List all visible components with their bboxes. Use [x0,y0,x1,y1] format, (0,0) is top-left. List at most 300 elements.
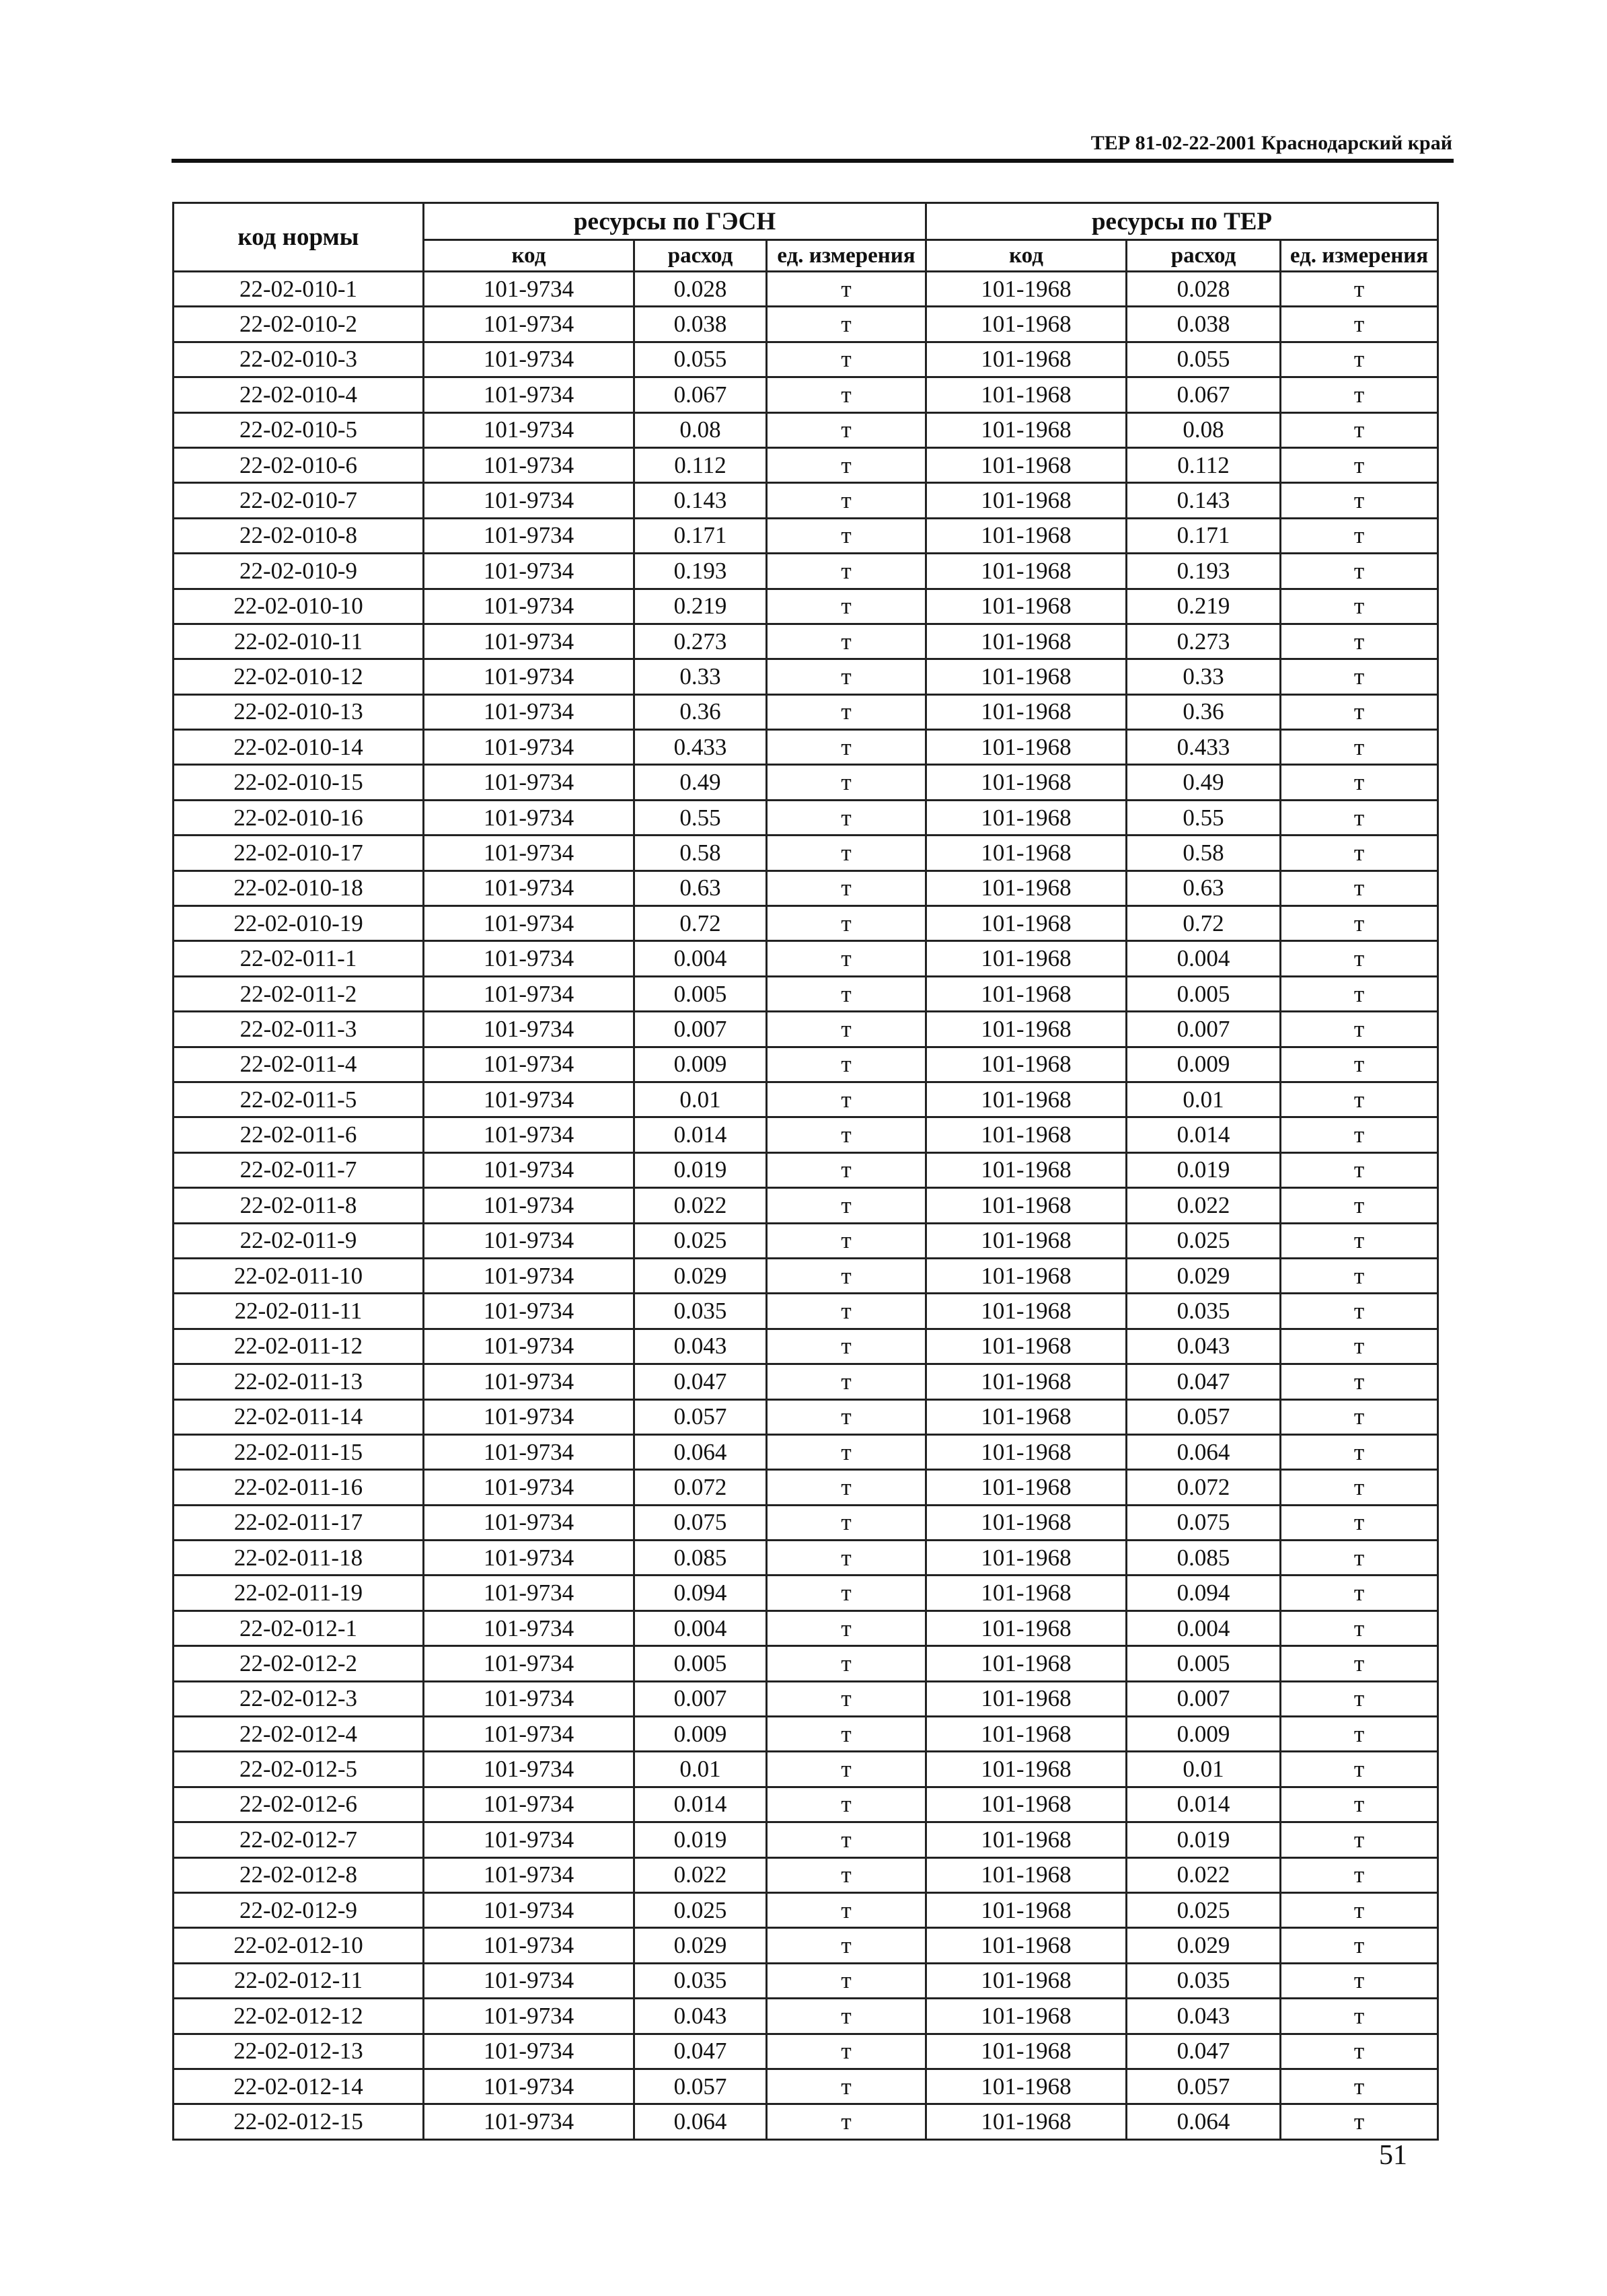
table-row [174,1258,1438,1293]
gesn-consumption-cell: 0.36 [634,694,767,729]
table-header-row [174,203,1438,240]
ter-consumption-cell: 0.009 [1127,1717,1281,1752]
gesn-unit-cell: т [767,976,926,1011]
table-row [174,730,1438,765]
ter-unit-cell: т [1281,1399,1438,1434]
gesn-unit-cell: т [767,1399,926,1434]
ter-consumption-cell: 0.057 [1127,1399,1281,1434]
norm-code-cell: 22-02-010-18 [174,871,424,905]
ter-unit-cell: т [1281,1329,1438,1364]
ter-unit-cell: т [1281,1505,1438,1540]
norm-code-cell: 22-02-011-2 [174,976,424,1011]
ter-code-cell: 101-1968 [926,694,1127,729]
ter-code-cell: 101-1968 [926,2034,1127,2069]
gesn-code-cell: 101-9734 [424,1258,634,1293]
resources-table [172,202,1439,2141]
norm-code-cell: 22-02-011-12 [174,1329,424,1364]
gesn-code-cell: 101-9734 [424,1470,634,1505]
norm-code-cell: 22-02-011-1 [174,941,424,976]
header-rule [172,159,1454,163]
gesn-unit-cell: т [767,1117,926,1152]
norm-code-cell: 22-02-011-16 [174,1470,424,1505]
ter-unit-cell: т [1281,1012,1438,1047]
ter-consumption-cell: 0.022 [1127,1857,1281,1892]
ter-unit-cell: т [1281,377,1438,412]
table-row [174,1963,1438,1998]
gesn-code-cell: 101-9734 [424,1505,634,1540]
gesn-consumption-cell: 0.072 [634,1470,767,1505]
table-row [174,941,1438,976]
gesn-unit-cell: т [767,589,926,624]
ter-unit-cell: т [1281,307,1438,342]
gesn-consumption-cell: 0.022 [634,1188,767,1223]
ter-unit-cell: т [1281,1963,1438,1998]
ter-unit-cell: т [1281,836,1438,871]
gesn-unit-cell: т [767,1012,926,1047]
ter-consumption-cell: 0.072 [1127,1470,1281,1505]
ter-consumption-cell: 0.019 [1127,1822,1281,1857]
gesn-unit-cell: т [767,1541,926,1576]
table-row [174,307,1438,342]
norm-code-cell: 22-02-010-7 [174,483,424,518]
norm-code-cell: 22-02-010-2 [174,307,424,342]
ter-unit-cell: т [1281,518,1438,553]
ter-consumption-cell: 0.014 [1127,1787,1281,1822]
ter-unit-cell: т [1281,2034,1438,2069]
gesn-consumption-cell: 0.022 [634,1857,767,1892]
table-row [174,342,1438,377]
gesn-code-cell: 101-9734 [424,2034,634,2069]
norm-code-cell: 22-02-012-4 [174,1717,424,1752]
norm-code-cell: 22-02-010-12 [174,659,424,694]
gesn-consumption-cell: 0.005 [634,1646,767,1681]
ter-unit-cell: т [1281,976,1438,1011]
gesn-consumption-cell: 0.009 [634,1717,767,1752]
ter-consumption-cell: 0.064 [1127,1434,1281,1469]
ter-unit-cell: т [1281,1188,1438,1223]
ter-code-cell: 101-1968 [926,2069,1127,2104]
ter-code-cell: 101-1968 [926,1787,1127,1822]
gesn-unit-cell: т [767,554,926,589]
gesn-consumption-cell: 0.057 [634,1399,767,1434]
ter-code-cell: 101-1968 [926,2104,1127,2139]
norm-code-cell: 22-02-012-3 [174,1681,424,1716]
ter-consumption-cell: 0.057 [1127,2069,1281,2104]
ter-code-header: код [926,240,1127,272]
gesn-unit-cell: т [767,1963,926,1998]
gesn-consumption-cell: 0.025 [634,1892,767,1927]
gesn-unit-cell: т [767,1717,926,1752]
gesn-consumption-cell: 0.58 [634,836,767,871]
gesn-unit-cell: т [767,1576,926,1610]
ter-unit-cell: т [1281,589,1438,624]
ter-unit-cell: т [1281,1294,1438,1329]
table-row [174,1681,1438,1716]
ter-unit-cell: т [1281,800,1438,835]
norm-code-cell: 22-02-010-17 [174,836,424,871]
table-row [174,1505,1438,1540]
ter-code-cell: 101-1968 [926,1364,1127,1399]
ter-consumption-header: расход [1127,240,1281,272]
norm-code-cell: 22-02-010-8 [174,518,424,553]
gesn-unit-cell: т [767,412,926,447]
gesn-unit-cell: т [767,1681,926,1716]
ter-consumption-cell: 0.085 [1127,1541,1281,1576]
table-row [174,1294,1438,1329]
ter-code-cell: 101-1968 [926,1576,1127,1610]
table-row [174,1047,1438,1082]
ter-unit-cell: т [1281,1223,1438,1258]
ter-unit-cell: т [1281,1646,1438,1681]
ter-unit-cell: т [1281,906,1438,941]
ter-consumption-cell: 0.043 [1127,1329,1281,1364]
norm-code-cell: 22-02-011-14 [174,1399,424,1434]
norm-code-cell: 22-02-010-13 [174,694,424,729]
ter-code-cell: 101-1968 [926,412,1127,447]
norm-code-cell: 22-02-010-4 [174,377,424,412]
norm-code-cell: 22-02-012-11 [174,1963,424,1998]
norm-code-cell: 22-02-012-15 [174,2104,424,2139]
gesn-unit-cell: т [767,1258,926,1293]
table-body [174,272,1438,2140]
gesn-code-cell: 101-9734 [424,1928,634,1963]
norm-code-cell: 22-02-012-8 [174,1857,424,1892]
gesn-unit-cell: т [767,447,926,482]
table-row [174,1857,1438,1892]
ter-code-cell: 101-1968 [926,1717,1127,1752]
gesn-code-cell: 101-9734 [424,518,634,553]
gesn-code-cell: 101-9734 [424,1681,634,1716]
ter-unit-cell: т [1281,1541,1438,1576]
norm-code-cell: 22-02-010-15 [174,765,424,800]
ter-unit-cell: т [1281,1610,1438,1645]
gesn-consumption-cell: 0.005 [634,976,767,1011]
table-row [174,483,1438,518]
gesn-consumption-cell: 0.055 [634,342,767,377]
ter-consumption-cell: 0.143 [1127,483,1281,518]
gesn-unit-cell: т [767,1822,926,1857]
norm-code-cell: 22-02-010-6 [174,447,424,482]
ter-consumption-cell: 0.08 [1127,412,1281,447]
gesn-consumption-cell: 0.019 [634,1822,767,1857]
gesn-code-cell: 101-9734 [424,447,634,482]
table-row [174,1012,1438,1047]
gesn-consumption-cell: 0.01 [634,1082,767,1117]
norm-code-cell: 22-02-011-18 [174,1541,424,1576]
norm-code-cell: 22-02-012-2 [174,1646,424,1681]
gesn-consumption-cell: 0.273 [634,624,767,659]
gesn-code-cell: 101-9734 [424,1364,634,1399]
gesn-consumption-cell: 0.193 [634,554,767,589]
table-row [174,1717,1438,1752]
ter-code-cell: 101-1968 [926,1399,1127,1434]
ter-code-cell: 101-1968 [926,1541,1127,1576]
table-row [174,1117,1438,1152]
gesn-unit-cell: т [767,272,926,307]
table-row [174,1610,1438,1645]
norm-code-cell: 22-02-011-5 [174,1082,424,1117]
gesn-consumption-cell: 0.33 [634,659,767,694]
gesn-unit-cell: т [767,1188,926,1223]
gesn-consumption-cell: 0.219 [634,589,767,624]
table-row [174,871,1438,905]
gesn-unit-cell: т [767,1857,926,1892]
ter-code-cell: 101-1968 [926,1082,1127,1117]
norm-code-cell: 22-02-012-1 [174,1610,424,1645]
table-row [174,1646,1438,1681]
gesn-consumption-cell: 0.004 [634,1610,767,1645]
ter-consumption-cell: 0.72 [1127,906,1281,941]
ter-code-cell: 101-1968 [926,1681,1127,1716]
ter-code-cell: 101-1968 [926,730,1127,765]
gesn-unit-cell: т [767,730,926,765]
table-row [174,694,1438,729]
gesn-unit-cell: т [767,906,926,941]
norm-code-cell: 22-02-011-17 [174,1505,424,1540]
norm-code-cell: 22-02-010-3 [174,342,424,377]
norm-code-cell: 22-02-010-5 [174,412,424,447]
table-row [174,1576,1438,1610]
ter-unit-cell: т [1281,941,1438,976]
ter-unit-cell: т [1281,659,1438,694]
gesn-code-cell: 101-9734 [424,730,634,765]
gesn-consumption-cell: 0.112 [634,447,767,482]
gesn-consumption-cell: 0.043 [634,1329,767,1364]
ter-unit-cell: т [1281,624,1438,659]
table-row [174,1082,1438,1117]
gesn-unit-cell: т [767,307,926,342]
ter-code-cell: 101-1968 [926,554,1127,589]
ter-consumption-cell: 0.035 [1127,1294,1281,1329]
gesn-unit-cell: т [767,1082,926,1117]
gesn-consumption-cell: 0.019 [634,1152,767,1187]
table-row [174,1928,1438,1963]
ter-code-cell: 101-1968 [926,1857,1127,1892]
gesn-code-cell: 101-9734 [424,1294,634,1329]
gesn-consumption-cell: 0.094 [634,1576,767,1610]
ter-unit-cell: т [1281,412,1438,447]
gesn-consumption-cell: 0.014 [634,1117,767,1152]
gesn-consumption-cell: 0.075 [634,1505,767,1540]
gesn-code-cell: 101-9734 [424,1012,634,1047]
gesn-unit-cell: т [767,1223,926,1258]
gesn-unit-cell: т [767,1329,926,1364]
col-norm-code-header: код нормы [174,203,424,272]
gesn-unit-cell: т [767,518,926,553]
gesn-code-cell: 101-9734 [424,694,634,729]
gesn-consumption-cell: 0.067 [634,377,767,412]
ter-code-cell: 101-1968 [926,1258,1127,1293]
table-row [174,1223,1438,1258]
ter-code-cell: 101-1968 [926,800,1127,835]
gesn-unit-cell: т [767,1470,926,1505]
norm-code-cell: 22-02-011-9 [174,1223,424,1258]
gesn-code-cell: 101-9734 [424,1188,634,1223]
table-row [174,1188,1438,1223]
norm-code-cell: 22-02-011-11 [174,1294,424,1329]
gesn-code-cell: 101-9734 [424,1717,634,1752]
gesn-consumption-cell: 0.025 [634,1223,767,1258]
gesn-consumption-cell: 0.035 [634,1963,767,1998]
ter-unit-cell: т [1281,447,1438,482]
gesn-consumption-cell: 0.007 [634,1012,767,1047]
norm-code-cell: 22-02-011-13 [174,1364,424,1399]
gesn-consumption-cell: 0.171 [634,518,767,553]
table-row [174,1541,1438,1576]
gesn-code-cell: 101-9734 [424,976,634,1011]
norm-code-cell: 22-02-010-11 [174,624,424,659]
ter-consumption-cell: 0.047 [1127,1364,1281,1399]
gesn-consumption-cell: 0.028 [634,272,767,307]
ter-consumption-cell: 0.007 [1127,1681,1281,1716]
ter-unit-cell: т [1281,1434,1438,1469]
gesn-unit-cell: т [767,624,926,659]
norm-code-cell: 22-02-012-7 [174,1822,424,1857]
norm-code-cell: 22-02-011-8 [174,1188,424,1223]
gesn-code-cell: 101-9734 [424,1999,634,2034]
table-row [174,518,1438,553]
table-row [174,1752,1438,1787]
gesn-unit-cell: т [767,694,926,729]
ter-unit-cell: т [1281,1258,1438,1293]
gesn-code-cell: 101-9734 [424,554,634,589]
ter-consumption-cell: 0.025 [1127,1892,1281,1927]
ter-unit-cell: т [1281,1892,1438,1927]
table-row [174,412,1438,447]
table-row [174,1892,1438,1927]
gesn-code-cell: 101-9734 [424,1857,634,1892]
gesn-unit-cell: т [767,2069,926,2104]
ter-unit-cell: т [1281,1752,1438,1787]
ter-unit-cell: т [1281,554,1438,589]
gesn-unit-cell: т [767,871,926,905]
gesn-consumption-cell: 0.143 [634,483,767,518]
gesn-consumption-cell: 0.009 [634,1047,767,1082]
ter-unit-cell: т [1281,1717,1438,1752]
ter-consumption-cell: 0.433 [1127,730,1281,765]
gesn-consumption-cell: 0.014 [634,1787,767,1822]
table-row [174,1434,1438,1469]
gesn-code-cell: 101-9734 [424,1963,634,1998]
gesn-code-cell: 101-9734 [424,377,634,412]
table-row [174,1999,1438,2034]
ter-consumption-cell: 0.005 [1127,1646,1281,1681]
gesn-consumption-cell: 0.007 [634,1681,767,1716]
table-row [174,377,1438,412]
gesn-consumption-cell: 0.064 [634,1434,767,1469]
gesn-consumption-cell: 0.035 [634,1294,767,1329]
ter-code-cell: 101-1968 [926,1646,1127,1681]
gesn-unit-cell: т [767,1152,926,1187]
gesn-unit-cell: т [767,941,926,976]
ter-unit-cell: т [1281,2104,1438,2139]
ter-consumption-cell: 0.038 [1127,307,1281,342]
gesn-unit-cell: т [767,800,926,835]
ter-code-cell: 101-1968 [926,447,1127,482]
table-row [174,765,1438,800]
gesn-unit-cell: т [767,1646,926,1681]
gesn-consumption-cell: 0.057 [634,2069,767,2104]
ter-unit-cell: т [1281,694,1438,729]
gesn-consumption-cell: 0.038 [634,307,767,342]
norm-code-cell: 22-02-010-19 [174,906,424,941]
ter-consumption-cell: 0.004 [1127,1610,1281,1645]
ter-consumption-cell: 0.004 [1127,941,1281,976]
table-row [174,906,1438,941]
ter-consumption-cell: 0.094 [1127,1576,1281,1610]
gesn-consumption-cell: 0.085 [634,1541,767,1576]
gesn-unit-cell: т [767,1928,926,1963]
gesn-code-cell: 101-9734 [424,836,634,871]
ter-consumption-cell: 0.171 [1127,518,1281,553]
gesn-unit-cell: т [767,836,926,871]
ter-unit-cell: т [1281,483,1438,518]
norm-code-cell: 22-02-010-16 [174,800,424,835]
norm-code-cell: 22-02-010-10 [174,589,424,624]
ter-consumption-cell: 0.014 [1127,1117,1281,1152]
ter-consumption-cell: 0.007 [1127,1012,1281,1047]
ter-consumption-cell: 0.025 [1127,1223,1281,1258]
gesn-unit-cell: т [767,1364,926,1399]
ter-consumption-cell: 0.01 [1127,1752,1281,1787]
table-row [174,1364,1438,1399]
group-ter-header: ресурсы по ТЕР [926,203,1438,240]
gesn-consumption-cell: 0.064 [634,2104,767,2139]
ter-unit-cell: т [1281,1787,1438,1822]
table-row [174,1399,1438,1434]
gesn-code-cell: 101-9734 [424,1329,634,1364]
ter-consumption-cell: 0.219 [1127,589,1281,624]
gesn-unit-cell: т [767,483,926,518]
table-row [174,800,1438,835]
gesn-consumption-cell: 0.55 [634,800,767,835]
ter-code-cell: 101-1968 [926,836,1127,871]
ter-consumption-cell: 0.064 [1127,2104,1281,2139]
ter-consumption-cell: 0.055 [1127,342,1281,377]
ter-unit-cell: т [1281,1999,1438,2034]
gesn-code-cell: 101-9734 [424,765,634,800]
norm-code-cell: 22-02-011-15 [174,1434,424,1469]
ter-unit-cell: т [1281,765,1438,800]
table-row [174,1329,1438,1364]
gesn-consumption-cell: 0.49 [634,765,767,800]
gesn-code-cell: 101-9734 [424,2069,634,2104]
ter-consumption-cell: 0.33 [1127,659,1281,694]
gesn-code-cell: 101-9734 [424,589,634,624]
table-row [174,2104,1438,2139]
gesn-code-cell: 101-9734 [424,1047,634,1082]
norm-code-cell: 22-02-012-10 [174,1928,424,1963]
gesn-code-header: код [424,240,634,272]
norm-code-cell: 22-02-012-5 [174,1752,424,1787]
gesn-unit-header: ед. измерения [767,240,926,272]
ter-code-cell: 101-1968 [926,1294,1127,1329]
table-row [174,1787,1438,1822]
table-row [174,659,1438,694]
ter-unit-cell: т [1281,1152,1438,1187]
gesn-code-cell: 101-9734 [424,1152,634,1187]
ter-unit-cell: т [1281,1822,1438,1857]
ter-unit-cell: т [1281,1082,1438,1117]
table-row [174,272,1438,307]
gesn-code-cell: 101-9734 [424,1082,634,1117]
ter-code-cell: 101-1968 [926,765,1127,800]
table-row [174,447,1438,482]
gesn-consumption-cell: 0.043 [634,1999,767,2034]
ter-consumption-cell: 0.01 [1127,1082,1281,1117]
ter-unit-cell: т [1281,1681,1438,1716]
document-header: ТЕР 81-02-22-2001 Краснодарский край [1090,132,1452,154]
